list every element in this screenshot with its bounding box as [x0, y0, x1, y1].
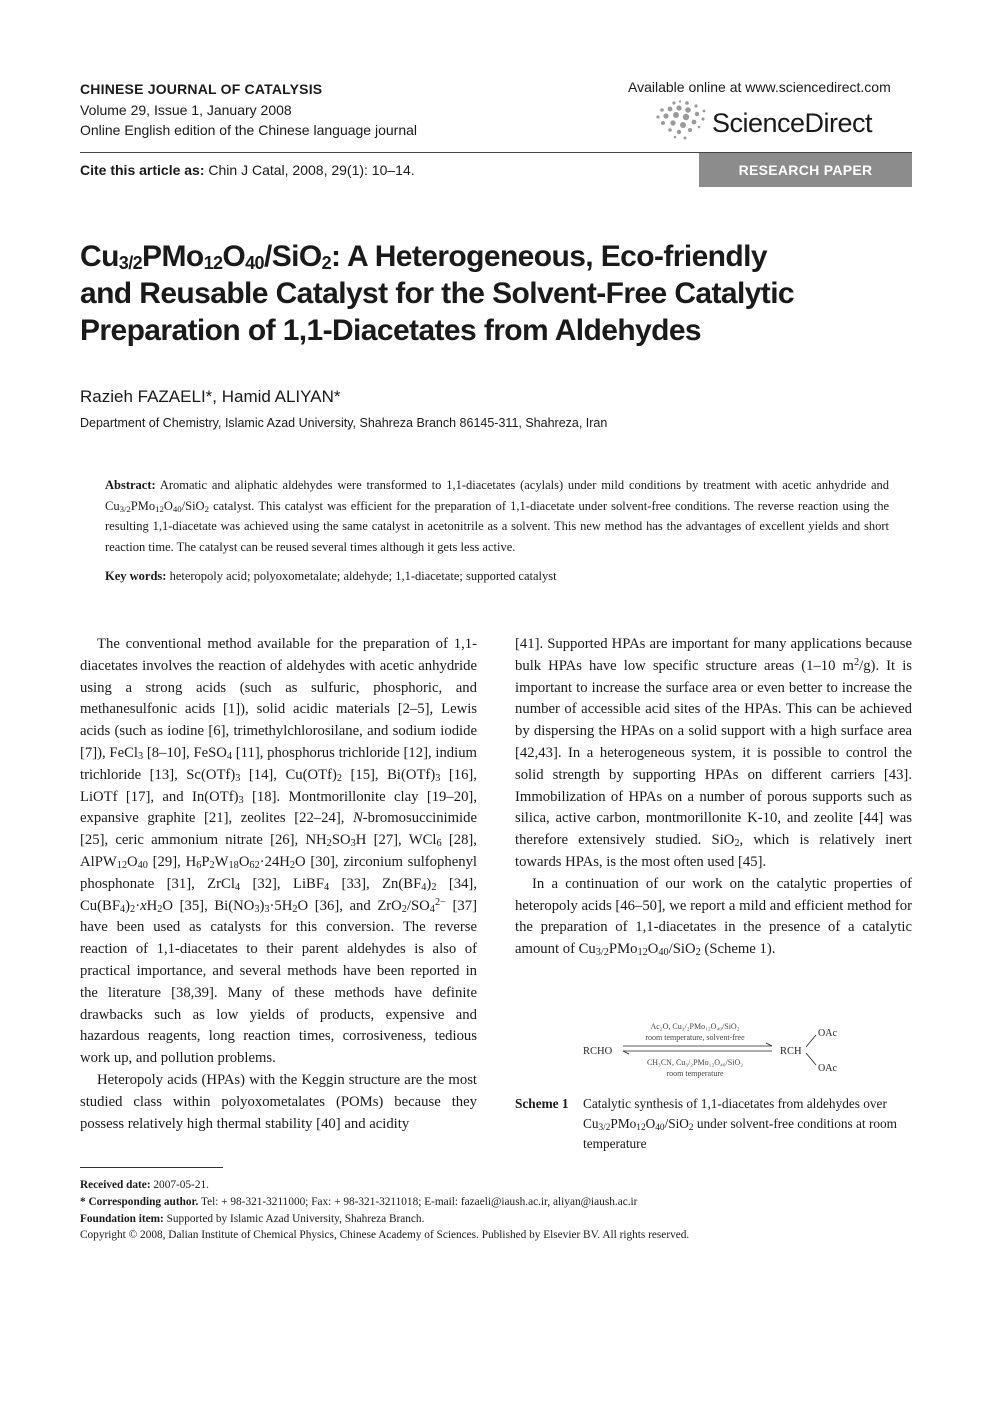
- scheme-oac-bottom: OAc: [818, 1063, 837, 1074]
- body-paragraph: Heteropoly acids (HPAs) with the Keggin structure are the most studied class within polyoxometalates (POMs) because they possess relatively high thermal stability [40] and acidity: [80, 1071, 477, 1132]
- authors: Razieh FAZAELI*, Hamid ALIYAN*: [80, 387, 341, 406]
- cite-label: Cite this article as:: [80, 162, 205, 178]
- scheme-forward-condition-1: Ac₂O, Cu₃/₂PMo₁₂O₄₀/SiO₂: [650, 1022, 740, 1031]
- scheme-reverse-arrowhead: [623, 1051, 629, 1054]
- scheme-bond-bottom: [806, 1053, 816, 1065]
- title-line3: Preparation of 1,1-Diacetates from Aldehydes: [80, 314, 702, 347]
- keywords-label: Key words:: [105, 569, 167, 583]
- scheme-caption-part1: Catalytic synthesis of 1,1-diacetates from aldehydes over: [583, 1096, 887, 1111]
- footnote-corresponding-author: [80, 1196, 920, 1208]
- scheme-reverse-condition-2: room temperature: [666, 1069, 724, 1078]
- available-online-link[interactable]: Available online at www.sciencedirect.com: [628, 79, 891, 95]
- scheme-bond-top: [806, 1035, 816, 1047]
- article-type-badge: RESEARCH PAPER: [699, 153, 912, 187]
- abstract-formula: $Cu_{3/2}PMo_{12}O_{40}/SiO_2$: [105, 498, 209, 514]
- abstract: [105, 475, 889, 558]
- scheme-product: RCH: [780, 1046, 802, 1057]
- journal-edition: Online English edition of the Chinese language journal: [80, 122, 418, 138]
- body-column-right: [515, 634, 912, 961]
- body-paragraph: The conventional method available for the preparation of 1,1-diacetates involves the reaction of aldehydes with acetic anhydride using a strong acids (such as sulfuric, phosphoric, and methanesulfonic acids [1]), solid acidic materials [2–5], Lewis acids (such as iodine [6], trimethylchlorosilane, and sodium iodide [7]), FeCl$_3$ [8–10], FeSO$_4$ [11], phosphorus trichloride [12], indium trichloride [13], $Sc(OTf)_3$ [14], $Cu(OTf)_2$ [15], $Bi(OTf)_3$ [16], LiOTf [17], and $In(OTf)_3$ [18]. Montmorillonite clay [19–20], expansive graphite [21], zeolites [22–24], N-bromosuccinimide [25], ceric ammonium nitrate [26], $NH_2SO_3H$ [27], WCl$_6$ [28], $AlPW_{12}O_{40}$ [29], $H_6P_2W_{18}O_{62}\cdot 24H_2O$ [30], zirconium sulfophenyl phosphonate [31], ZrCl$_4$ [32], LiBF$_4$ [33], $Zn(BF_4)_2$ [34], $Cu(BF_4)_2\cdot xH_2O$ [35], $Bi(NO_3)_3\cdot 5H_2O$ [36], and $ZrO_2/SO_4^{2-}$ [37] have been used as catalysts for this conversion. The reverse reaction of 1,1-diacetates to their parent aldehydes is also of practical importance, and several methods have been reported in the literature [38,39]. Many of these methods have definite drawbacks such as low yields of products, expensive and hazardous reagents, long reaction times, corrosiveness, tedious work up, and pollution problems.: [80, 636, 478, 1067]
- scheme-forward-arrowhead: [766, 1043, 772, 1046]
- scheme-1-reaction-diagram: [580, 1015, 850, 1085]
- scheme-reverse-condition-1: CH₃CN, Cu₃/₂PMo₁₂O₄₀/SiO₂: [646, 1058, 744, 1067]
- sciencedirect-logo-text: ScienceDirect: [712, 108, 873, 138]
- title-formula: $Cu_{3/2}PMo_{12}O_{40}/SiO_2$: [80, 240, 332, 273]
- scheme-caption-part2: under solvent-free conditions at room temperature: [583, 1116, 898, 1151]
- body-paragraph: In a continuation of our work on the catalytic properties of heteropoly acids [46–50], we report a mild and efficient method for the preparation of 1,1-diacetates in the presence of a catalytic amount of $Cu_{3/2}PMo_{12}O_{40}/SiO_2$ (Scheme 1).: [515, 875, 912, 959]
- corresponding-label: * Corresponding author.: [80, 1196, 199, 1208]
- cite-value: Chin J Catal, 2008, 29(1): 10–14.: [208, 162, 415, 178]
- scheme-oac-top: OAc: [818, 1028, 837, 1039]
- foundation-value: Supported by Islamic Azad University, Shahreza Branch.: [166, 1213, 425, 1225]
- affiliation: Department of Chemistry, Islamic Azad University, Shahreza Branch 86145-311, Shahreza, Iran: [80, 416, 608, 430]
- received-label: Received date:: [80, 1179, 151, 1191]
- journal-volume: Volume 29, Issue 1, January 2008: [80, 102, 292, 118]
- scheme-forward-condition-2: room temperature, solvent-free: [645, 1033, 745, 1042]
- article-title: [80, 238, 900, 349]
- scheme-caption: [515, 1094, 912, 1154]
- body-paragraph: [41]. Supported HPAs are important for many applications because bulk HPAs have low specific structure areas (1–10 $m^2/g$). It is important to increase the surface area or even better to increase the number of accessible acid sites of the HPAs. This can be achieved by dispersing the HPAs on a solid support with a high surface area [42,43]. In a heterogeneous system, it is possible to control the solid strength by supporting HPAs on different carriers [43]. Immobilization of HPAs on a number of porous supports such as silica, active carbon, montmorillonite K-10, and zeolite [44] was therefore extensively studied. SiO$_2$, which is relatively inert towards HPAs, is the most often used [45].: [515, 636, 912, 870]
- abstract-text-2: catalyst. This catalyst was efficient for the preparation of 1,1-diacetate under solvent-free conditions. The reverse reaction using the resulting 1,1-diacetate was achieved using the same catalyst in acetonitrile as a solvent. This new method has the advantages of excellent yields and short reaction time. The catalyst can be reused several times although it gets less active.: [105, 498, 889, 555]
- footnote-rule: [80, 1167, 223, 1168]
- received-value: 2007-05-21.: [153, 1179, 209, 1191]
- body-column-left: [80, 634, 477, 1135]
- scheme-caption-formula: $Cu_{3/2}PMo_{12}O_{40}/SiO_2$: [583, 1116, 694, 1133]
- abstract-label: Abstract:: [105, 478, 156, 492]
- cite-line: [80, 162, 415, 178]
- title-line2: and Reusable Catalyst for the Solvent-Free Catalytic: [80, 277, 795, 310]
- footnote-foundation: [80, 1213, 920, 1225]
- corresponding-value: Tel: + 98-321-3211000; Fax: + 98-321-3211018; E-mail: fazaeli@iaush.ac.ir, aliyan@iaush.ac.ir: [200, 1196, 638, 1208]
- scheme-reactant: RCHO: [583, 1046, 613, 1057]
- foundation-label: Foundation item:: [80, 1213, 164, 1225]
- abstract-text-1: Aromatic and aliphatic aldehydes were transformed to 1,1-diacetates (acylals) under mild conditions by treatment with acetic anhydride and: [159, 478, 889, 492]
- title-line1: : A Heterogeneous, Eco-friendly: [331, 240, 767, 273]
- keywords-text: heteropoly acid; polyoxometalate; aldehyde; 1,1-diacetate; supported catalyst: [169, 569, 557, 583]
- footnote-copyright: Copyright © 2008, Dalian Institute of Chemical Physics, Chinese Academy of Sciences. Published by Elsevier BV. All rights reserved.: [80, 1229, 690, 1241]
- keywords: [105, 567, 889, 585]
- journal-name: CHINESE JOURNAL OF CATALYSIS: [80, 81, 323, 97]
- footnote-received: [80, 1179, 920, 1191]
- scheme-caption-text: [583, 1094, 912, 1154]
- scheme-label: Scheme 1: [515, 1096, 569, 1111]
